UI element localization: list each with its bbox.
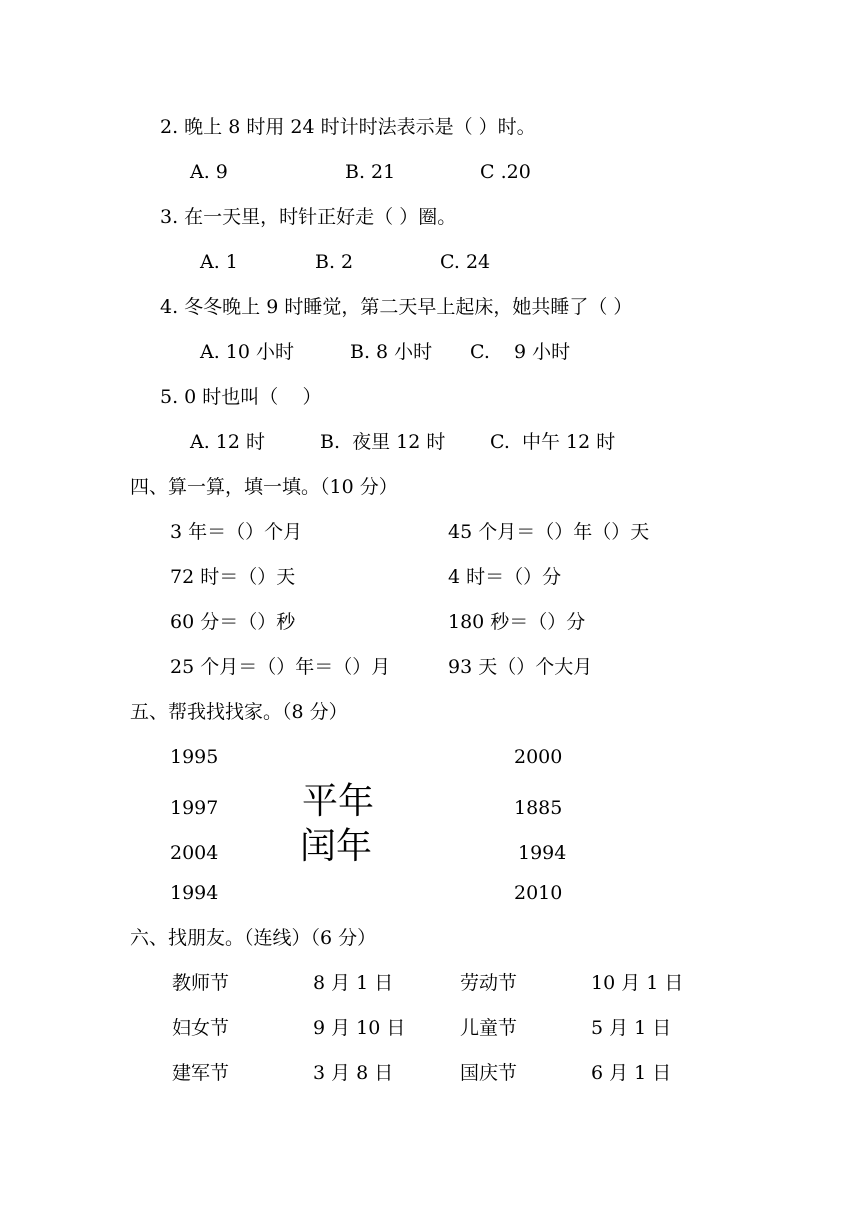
section4-item: 25 个月＝（）年＝（）月 [170, 656, 391, 678]
q5-option-a: A. 12 时 [190, 431, 266, 453]
holiday-date: 10 月 1 日 [591, 972, 684, 994]
holiday-name: 教师节 [172, 972, 230, 994]
q3-question: 3. 在一天里，时针正好走（ ）圈。 [160, 206, 457, 228]
q2-option-b: B. 21 [345, 161, 396, 183]
q2-question: 2. 晚上 8 时用 24 时计时法表示是（ ）时。 [160, 116, 536, 138]
section4-item: 93 天（）个大月 [448, 656, 593, 678]
q4-option-c: C. 9 小时 [470, 341, 571, 363]
q3-option-a: A. 1 [200, 251, 238, 273]
category-leap-year: 闰年 [300, 826, 373, 867]
holiday-name: 建军节 [172, 1062, 230, 1084]
holiday-date: 6 月 1 日 [591, 1062, 672, 1084]
q3-option-c: C. 24 [440, 251, 491, 273]
q3-option-b: B. 2 [315, 251, 354, 273]
left-year: 1995 [170, 746, 219, 768]
section4-item: 4 时＝（）分 [448, 566, 562, 588]
holiday-name: 国庆节 [460, 1062, 518, 1084]
section4-item: 60 分＝（）秒 [170, 611, 296, 633]
q5-question: 5. 0 时也叫（ ） [160, 386, 322, 408]
holiday-date: 3 月 8 日 [313, 1062, 394, 1084]
q2-option-a: A. 9 [190, 161, 228, 183]
right-year: 1885 [514, 797, 563, 819]
q4-option-a: A. 10 小时 [200, 341, 295, 363]
left-year: 2004 [170, 842, 219, 864]
holiday-name: 劳动节 [460, 972, 518, 994]
left-year: 1997 [170, 797, 219, 819]
holiday-name: 妇女节 [172, 1017, 230, 1039]
left-year: 1994 [170, 882, 219, 904]
holiday-date: 8 月 1 日 [313, 972, 394, 994]
section4-item: 45 个月＝（）年（）天 [448, 521, 650, 543]
q5-option-b: B. 夜里 12 时 [320, 431, 446, 453]
right-year: 1994 [518, 842, 567, 864]
section4-item: 180 秒＝（）分 [448, 611, 586, 633]
section4-heading: 四、算一算，填一填。（10 分） [130, 476, 398, 498]
category-common-year: 平年 [302, 781, 375, 822]
holiday-date: 5 月 1 日 [591, 1017, 672, 1039]
holiday-date: 9 月 10 日 [313, 1017, 406, 1039]
q4-question: 4. 冬冬晚上 9 时睡觉，第二天早上起床，她共睡了（ ） [160, 296, 633, 318]
section5-heading: 五、帮我找找家。（8 分） [130, 701, 348, 723]
q5-option-c: C. 中午 12 时 [490, 431, 616, 453]
section4-item: 3 年＝（）个月 [170, 521, 303, 543]
right-year: 2010 [514, 882, 563, 904]
holiday-name: 儿童节 [460, 1017, 518, 1039]
section4-item: 72 时＝（）天 [170, 566, 296, 588]
q2-option-c: C .20 [480, 161, 531, 183]
q4-option-b: B. 8 小时 [350, 341, 433, 363]
section6-heading: 六、找朋友。（连线）（6 分） [130, 927, 377, 949]
right-year: 2000 [514, 746, 563, 768]
